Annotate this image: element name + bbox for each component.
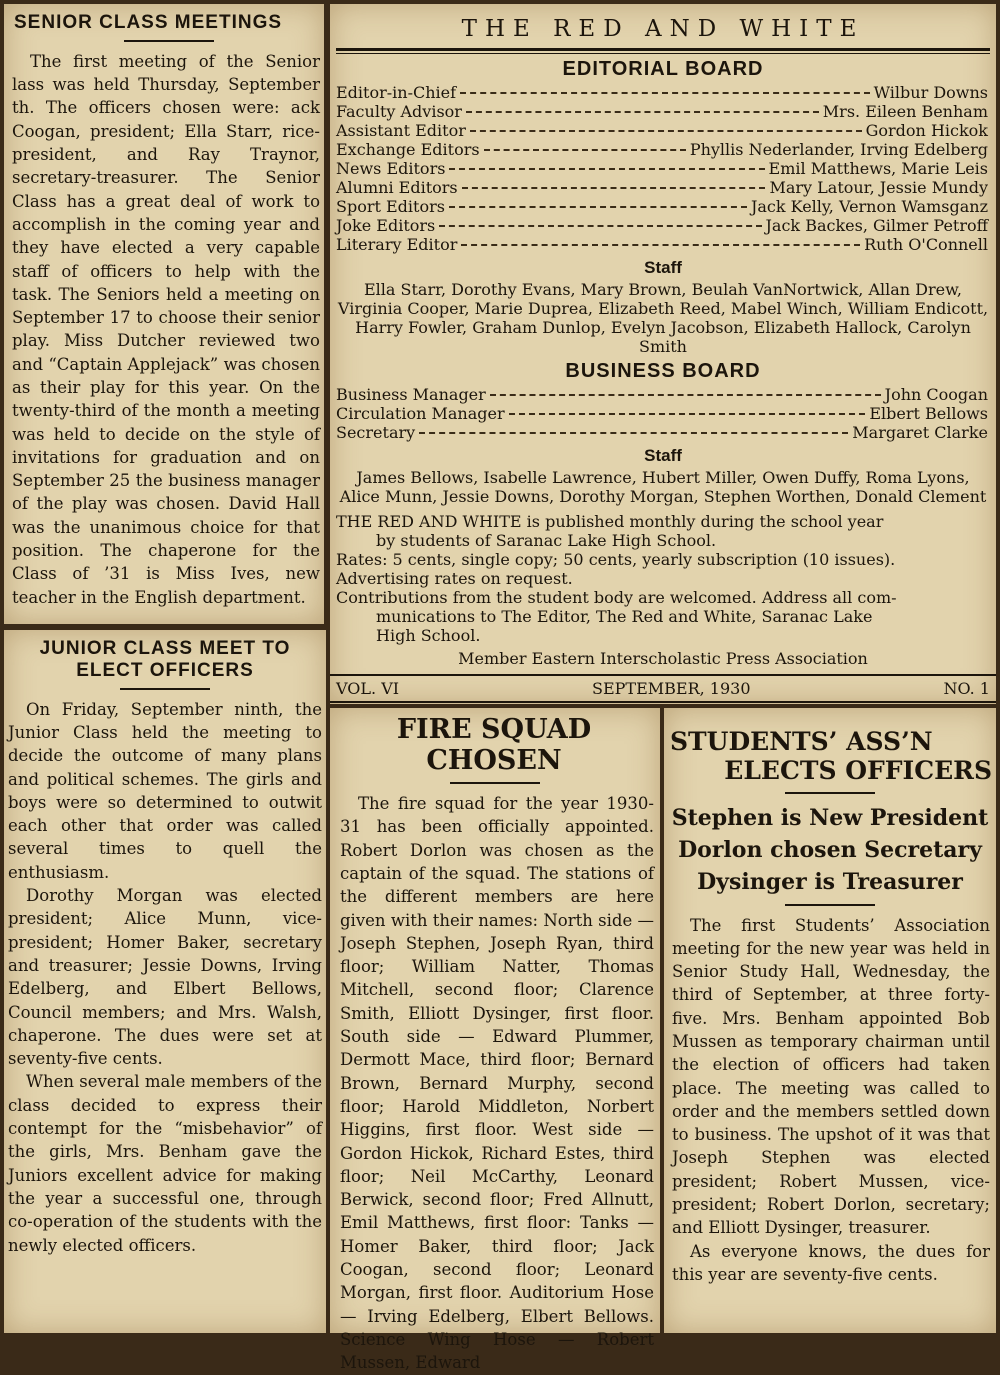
leader-dots [466,111,819,113]
role-name: Ruth O'Connell [864,235,988,254]
contributions-line: Contributions from the student body are welcomed. Address all com- [336,588,897,607]
business-staff-list: James Bellows, Isabelle Lawrence, Hubert Miller, Owen Duffy, Roma Lyons, Alice Munn, Jessie Downs, Dorothy Morgan, Stephen Worthen, Donald Clement [339,468,987,506]
students-headline [664,708,996,786]
paragraph: The fire squad for the year 1930-31 has been officially appointed. Robert Dorlon was chosen as the captain of the squad. The stations of the different members are here given with their names: North side — Joseph Stephen, Joseph Ryan, third floor; William Natter, Thomas Mitchell, second floor; Clarence Smith, Elliott Dysinger, first floor. South side — Edward Plummer, Dermott Mace, third floor; Bernard Brown, Bernard Murphy, second floor; Harold Middleton, Norbert Higgins, first floor. West side — Gordon Hickok, Richard Estes, third floor; Neil McCarthy, Leonard Berwick, second floor; Fred Allnutt, Emil Matthews, first floor: Tanks — Homer Baker, third floor; Jack Coogan, second floor; Leonard Morgan, first floor. Auditorium Hose — Irving Edelberg, Elbert Bellows. Science Wing Hose — Robert Mussen, Edward [340,794,654,1373]
junior-headline: JUNIOR CLASS MEET TO ELECT OFFICERS [39,638,291,681]
role-name: Phyllis Nederlander, Irving Edelberg [689,140,988,159]
role-title: News Editors [336,159,446,178]
role-row [330,102,996,121]
role-title: Circulation Manager [336,404,505,423]
headline-line: STUDENTS’ ASS’N [670,727,933,756]
paragraph: The first Students’ Association meeting for the new year was held in Senior Study Hall, Wednesday, the third of September, at three forty-five. Mrs. Benham appointed Bob Mussen as temporary chairman until the election of officers had taken place. The meeting was called to order and the members settled down to business. The upshot of it was that Joseph Stephen was elected president; Robert Mussen, vice-president; Robert Dorlon, secretary; and Elliott Dysinger, treasurer. [672,915,990,1238]
contributions-line: munications to The Editor, The Red and White, Saranac Lake [376,607,873,626]
leader-dots [419,432,848,434]
issue-number: NO. 1 [943,679,990,698]
published-line: THE RED AND WHITE is published monthly during the school year [336,512,884,531]
rates-line: Rates: 5 cents, single copy; 50 cents, yearly subscription (10 issues). [336,550,896,569]
fire-headline: FIRE SQUAD CHOSEN [396,714,592,777]
role-name: Jack Backes, Gilmer Petroff [765,216,988,235]
role-title: Assistant Editor [336,121,466,140]
subheadline: Dorlon chosen Secretary [678,836,982,863]
role-title: Literary Editor [336,235,458,254]
advertising-line: Advertising rates on request. [336,569,573,588]
leader-dots [439,225,761,227]
headline-rule [120,688,210,690]
role-title: Editor-in-Chief [336,83,457,102]
editorial-roles [330,83,996,254]
leader-dots [484,149,686,151]
press-association: Member Eastern Interscholastic Press Association [458,649,868,668]
role-row [330,178,996,197]
role-name: Margaret Clarke [852,423,988,442]
role-row [330,121,996,140]
business-board-title: BUSINESS BOARD [565,360,761,382]
contributions-line: High School. [376,626,481,645]
headline-rule [450,782,540,784]
role-row [330,140,996,159]
leader-dots [449,168,764,170]
editorial-board-title: EDITORIAL BOARD [562,58,764,80]
paragraph: The first meeting of the Senior lass was held Thursday, September th. The officers chosen were: ack Coogan, president; Ella Starr, rice-president, and Ray Traynor, secretary-treasurer. The Senior Class has a great deal of work to accomplish in the coming year and they have elected a very capable staff of officers to help with the task. The Seniors held a meeting on September 17 to choose their senior play. Miss Dutcher reviewed two and “Captain Applejack” was chosen as their play for this year. On the twenty-third of the month a meeting was held to decide on the style of invitations for graduation and on September 25 the business manager of the play was chosen. David Hall was the unanimous choice for that position. The chaperone for the Class of ’31 is Miss Ives, new teacher in the English department. [12,51,320,607]
role-name: Mary Latour, Jessie Mundy [769,178,988,197]
role-row [330,83,996,102]
leader-dots [449,206,747,208]
role-row [330,423,996,442]
leader-dots [470,130,862,132]
role-row [330,159,996,178]
role-name: Wilbur Downs [873,83,988,102]
role-row [330,404,996,423]
role-title: Exchange Editors [336,140,480,159]
leader-dots [490,394,881,396]
leader-dots [460,92,870,94]
leader-dots [462,187,766,189]
subheadline: Stephen is New President [671,804,989,831]
role-row [330,197,996,216]
issue-bar [330,674,996,703]
subheadline: Dysinger is Treasurer [697,868,963,895]
published-line: by students of Saranac Lake High School. [376,531,717,550]
role-row [330,385,996,404]
subheadline-rule [785,904,875,906]
paragraph: As everyone knows, the dues for this year are seventy-five cents. [672,1241,990,1284]
role-title: Secretary [336,423,416,442]
role-title: Alumni Editors [336,178,458,197]
leader-dots [461,244,860,246]
role-name: Mrs. Eileen Benham [822,102,988,121]
masthead-clipping [330,4,996,704]
volume: VOL. VI [336,679,400,698]
role-title: Business Manager [336,385,486,404]
junior-article-body [4,698,326,1257]
role-title: Joke Editors [336,216,436,235]
paper-name: THE RED AND WHITE [461,16,865,42]
headline-rule [124,40,214,42]
business-roles [330,385,996,442]
role-name: John Coogan [884,385,988,404]
business-staff-title: Staff [644,446,682,465]
paragraph: When several male members of the class decided to express their contempt for the “misbehavior” of the girls, Mrs. Benham gave the Juniors excellent advice for making the year a successful one, through co-operation of the students with the newly elected officers. [8,1072,322,1255]
headline-line: ELECTS OFFICERS [724,755,992,785]
paragraph: Dorothy Morgan was elected president; Alice Munn, vice-president; Homer Baker, secretary and treasurer; Jessie Downs, Irving Edelberg, and Elbert Bellows, Council members; and Mrs. Walsh, chaperone. The dues were set at seventy-five cents. [8,886,322,1069]
role-title: Faculty Advisor [336,102,462,121]
role-name: Emil Matthews, Marie Leis [768,159,988,178]
fire-article-body [330,792,660,1374]
junior-class-clipping [4,630,326,1333]
role-name: Elbert Bellows [869,404,988,423]
senior-class-clipping [4,4,324,624]
leader-dots [509,413,866,415]
fire-squad-clipping [330,708,660,1373]
headline-rule [785,792,875,794]
students-association-clipping [664,708,996,1333]
senior-headline: SENIOR CLASS MEETINGS [14,12,283,33]
paragraph: On Friday, September ninth, the Junior Class held the meeting to decide the outcome of many plans and political schemes. The girls and boys were so determined to outwit each other that order was called several times to quell the enthusiasm. [8,699,322,882]
publication-info [330,506,996,645]
editorial-staff-title: Staff [644,258,682,277]
role-name: Jack Kelly, Vernon Wamsganz [750,197,988,216]
role-row [330,216,996,235]
masthead-rule [336,48,990,54]
role-row [330,235,996,254]
editorial-staff-list: Ella Starr, Dorothy Evans, Mary Brown, Beulah VanNortwick, Allan Drew, Virginia Cooper, Marie Duprea, Elizabeth Reed, Mabel Winch, William Endicott, Harry Fowler, Graham Dunlop, Evelyn Jacobson, Elizabeth Hallock, Carolyn Smith [337,280,989,356]
students-article-body [664,914,996,1287]
senior-article-body [4,50,324,609]
issue-date: SEPTEMBER, 1930 [592,679,751,698]
role-name: Gordon Hickok [865,121,988,140]
role-title: Sport Editors [336,197,445,216]
